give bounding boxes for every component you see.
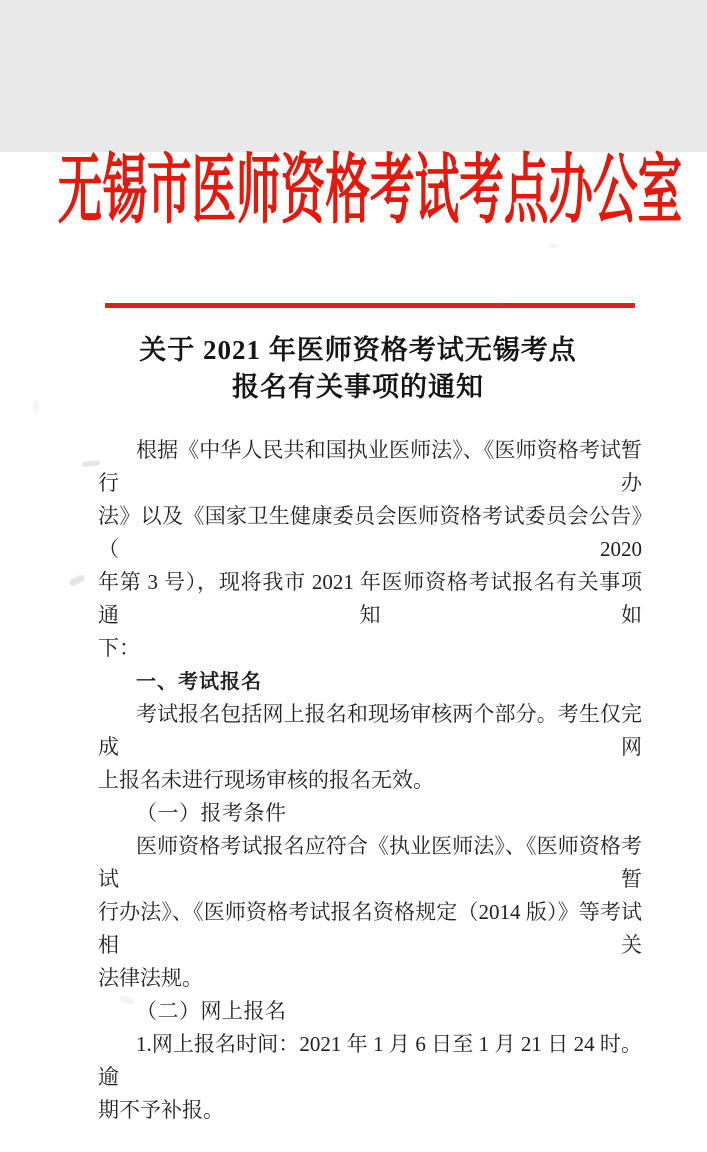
body-line: 下： bbox=[98, 636, 140, 660]
letterhead bbox=[57, 149, 683, 233]
body-line: 年第 3 号），现将我市 2021 年医师资格考试报名有关事项通知如 bbox=[98, 570, 642, 627]
page-content bbox=[0, 149, 707, 1127]
body-line: 1.网上报名时间：2021 年 1 月 6 日至 1 月 21 日 24 时。逾 bbox=[98, 1032, 642, 1089]
body-line: 医师资格考试报名应符合《执业医师法》、《医师资格考试暂 bbox=[98, 834, 642, 891]
body-line: 行办法》、《医师资格考试报名资格规定（2014 版）》等考试相关 bbox=[98, 900, 642, 957]
scanned-notice-page bbox=[0, 149, 707, 1152]
body-line: 上报名未进行现场审核的报名无效。 bbox=[98, 768, 434, 792]
body-line: 根据《中华人民共和国执业医师法》、《医师资格考试暂行办 bbox=[98, 438, 642, 495]
sub-section-heading: （一）报考条件 bbox=[136, 801, 287, 825]
document-title bbox=[86, 332, 630, 406]
body-line: 期不予补报。 bbox=[98, 1098, 224, 1122]
sub-section-heading: （二）网上报名 bbox=[136, 999, 287, 1023]
body-line: 考试报名包括网上报名和现场审核两个部分。考生仅完成网 bbox=[98, 702, 642, 759]
document-title-line-1: 关于 2021 年医师资格考试无锡考点 bbox=[139, 335, 577, 365]
letterhead-rule bbox=[105, 303, 635, 308]
section-heading: 一、考试报名 bbox=[136, 669, 262, 693]
body-line: 法律法规。 bbox=[98, 966, 203, 990]
letterhead-org-name: 无锡市医师资格考试考点办公室 bbox=[57, 149, 683, 233]
document-body bbox=[98, 434, 642, 1127]
document-title-line-2: 报名有关事项的通知 bbox=[232, 372, 484, 402]
body-line: 法》以及《国家卫生健康委员会医师资格考试委员会公告》（2020 bbox=[98, 504, 642, 561]
